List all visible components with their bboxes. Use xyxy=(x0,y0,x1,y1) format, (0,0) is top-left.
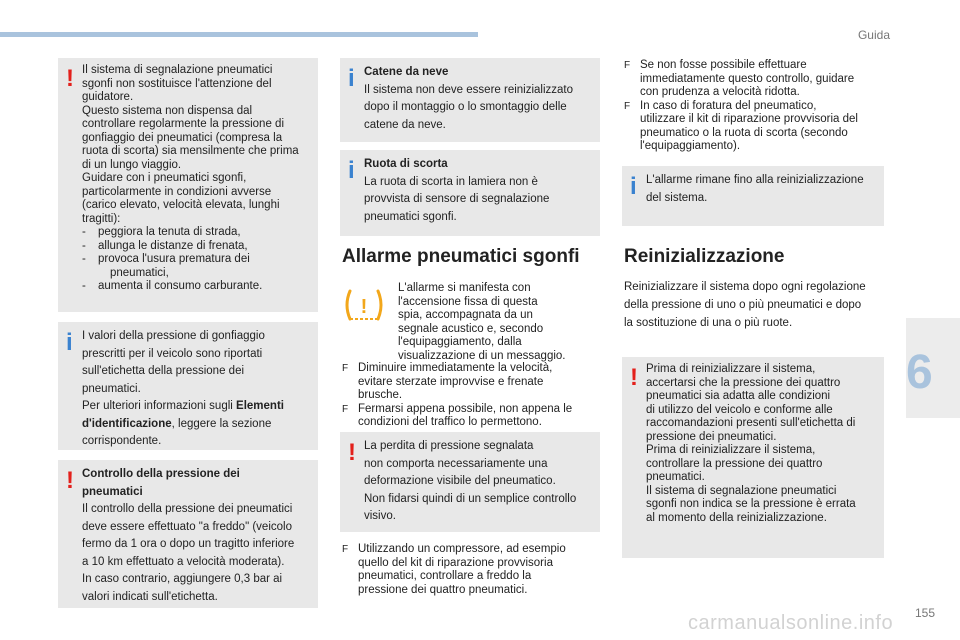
info-text: I valori della pressione di gonfiaggio prescritti per il veicolo sono riportati sull'etichetta della pressione dei pneumatici. Per ulteriori informazioni sugli Elementi d'identificazione, leggere la sezione corrispondente. xyxy=(82,330,284,447)
watermark: carmanualsonline.info xyxy=(688,612,894,634)
alarm-description: L'allarme si manifesta con l'accensione fissa di questa spia, accompagnata da un segnale acustico e, secondo l'equipaggiamento, dalla visualizzazione di un messaggio. xyxy=(398,282,566,362)
info-text: L'allarme rimane fino alla reinizializzazione del sistema. xyxy=(646,174,864,204)
info-icon: i xyxy=(630,173,637,200)
info-text: Ruota di scorta La ruota di scorta in lamiera non è provvista di sensore di segnalazione pneumatici sgonfi. xyxy=(364,158,550,223)
bullet-icon: F xyxy=(342,544,349,555)
heading-reset: Reinizializzazione xyxy=(624,246,785,267)
svg-text:!: ! xyxy=(360,296,368,318)
info-icon: i xyxy=(348,157,355,184)
tyre-pressure-warning-icon xyxy=(342,285,386,325)
list-item: F In caso di foratura del pneumatico, utilizzare il kit di riparazione provvisoria del pneumatico o la ruota di scorta (secondo l'equipaggiamento). xyxy=(624,99,858,152)
list-item: - aumenta il consumo carburante. xyxy=(82,280,263,292)
bullet-icon: F xyxy=(624,100,631,112)
warning-box-before-reset xyxy=(622,357,884,558)
list-item: F Diminuire immediatamente la velocità, evitare sterzate improvvise e frenate brusche. xyxy=(342,362,553,401)
list-item: F Fermarsi appena possibile, non appena le condizioni del traffico lo permettono. xyxy=(342,402,573,428)
warning-text: Controllo della pressione dei pneumatici Il controllo della pressione dei pneumatici deve essere effettuato "a freddo" (veicolo fermo da 1 ora o dopo un tragitto inferiore a 10 km effettuato a velocità moderata). In caso contrario, aggiungere 0,3 bar ai valori indicati sull'etichetta. xyxy=(82,468,295,603)
info-box-alarm-persists xyxy=(622,166,884,226)
heading-alarm: Allarme pneumatici sgonfi xyxy=(342,246,580,267)
info-box-pressure-values xyxy=(58,322,318,450)
page-number: 155 xyxy=(914,606,935,620)
list-item: - peggiora la tenuta di strada, xyxy=(82,226,241,238)
bullet-icon: F xyxy=(624,60,631,71)
bullet-icon: F xyxy=(342,363,349,374)
top-accent-bar xyxy=(0,32,478,37)
alarm-actions-list xyxy=(342,362,600,430)
list-item: - allunga le distanze di frenata, xyxy=(82,239,248,252)
compressor-list xyxy=(342,543,600,597)
info-box-spare-wheel xyxy=(340,150,600,236)
list-item: F Utilizzando un compressore, ad esempio quello del kit di riparazione provvisoria pneumatici, controllare a freddo la pressione dei quattro pneumatici. xyxy=(342,543,566,596)
info-text: Catene da neve Il sistema non deve essere reinizializzato dopo il montaggio o lo smontaggio delle catene da neve. xyxy=(364,66,574,131)
warning-icon: ! xyxy=(66,65,74,92)
warning-box-pressure-loss xyxy=(340,432,600,532)
reset-paragraph: Reinizializzare il sistema dopo ogni regolazione della pressione di uno o più pneumatici e dopo la sostituzione di una o più ruote. xyxy=(624,281,866,329)
info-icon: i xyxy=(66,329,73,356)
bullet-icon: F xyxy=(342,403,349,415)
warning-icon: ! xyxy=(66,467,74,494)
warning-text: La perdita di pressione segnalata non comporta necessariamente una deformazione visibile del pneumatico. Non fidarsi quindi di un semplice controllo visivo. xyxy=(364,440,577,522)
warning-text: Prima di reinizializzare il sistema, accertarsi che la pressione dei quattro pneumatici sia adatta alle condizioni di utilizzo del veicolo e conforme alle raccomandazioni presenti sull'etichetta di pressione dei pneumatici. Prima di reinizializzare il sistema, controllare la pressione dei quattro pneumatici. Il sistema di segnalazione pneumatici sgonfi non indica se la pressione è errata al momento della reinizializzazione. xyxy=(646,363,856,524)
info-icon: i xyxy=(348,65,355,92)
fallback-actions-list xyxy=(624,59,894,154)
list-item: F Se non fosse possibile effettuare immediatamente questo controllo, guidare con prudenza a velocità ridotta. xyxy=(624,59,855,98)
info-box-snow-chains xyxy=(340,58,600,142)
warning-text: Il sistema di segnalazione pneumatici sgonfi non sostituisce l'attenzione del guidatore. Questo sistema non dispensa dal controllare regolarmente la pressione di gonfiaggio dei pneumatici (compresa la ruota di scorta) sia mensilmente che prima di un lungo viaggio. Guidare con i pneumatici sgonfi, particolarmente in condizioni avverse (carico elevato, velocità elevata, lunghi tragitti): - peggiora la tenuta di strada, - allunga le distanze di frenata, - provoca l'usura prematura dei pneumatici, - aumenta il consumo carburante. xyxy=(82,64,310,294)
warning-icon: ! xyxy=(348,439,356,466)
warning-icon: ! xyxy=(630,364,638,391)
warning-box-sensor xyxy=(58,58,318,312)
list-item: - provoca l'usura prematura dei pneumatici, xyxy=(82,253,250,279)
warning-box-pressure-check xyxy=(58,460,318,608)
section-title: Guida xyxy=(857,28,890,42)
chapter-number: 6 xyxy=(906,346,933,399)
